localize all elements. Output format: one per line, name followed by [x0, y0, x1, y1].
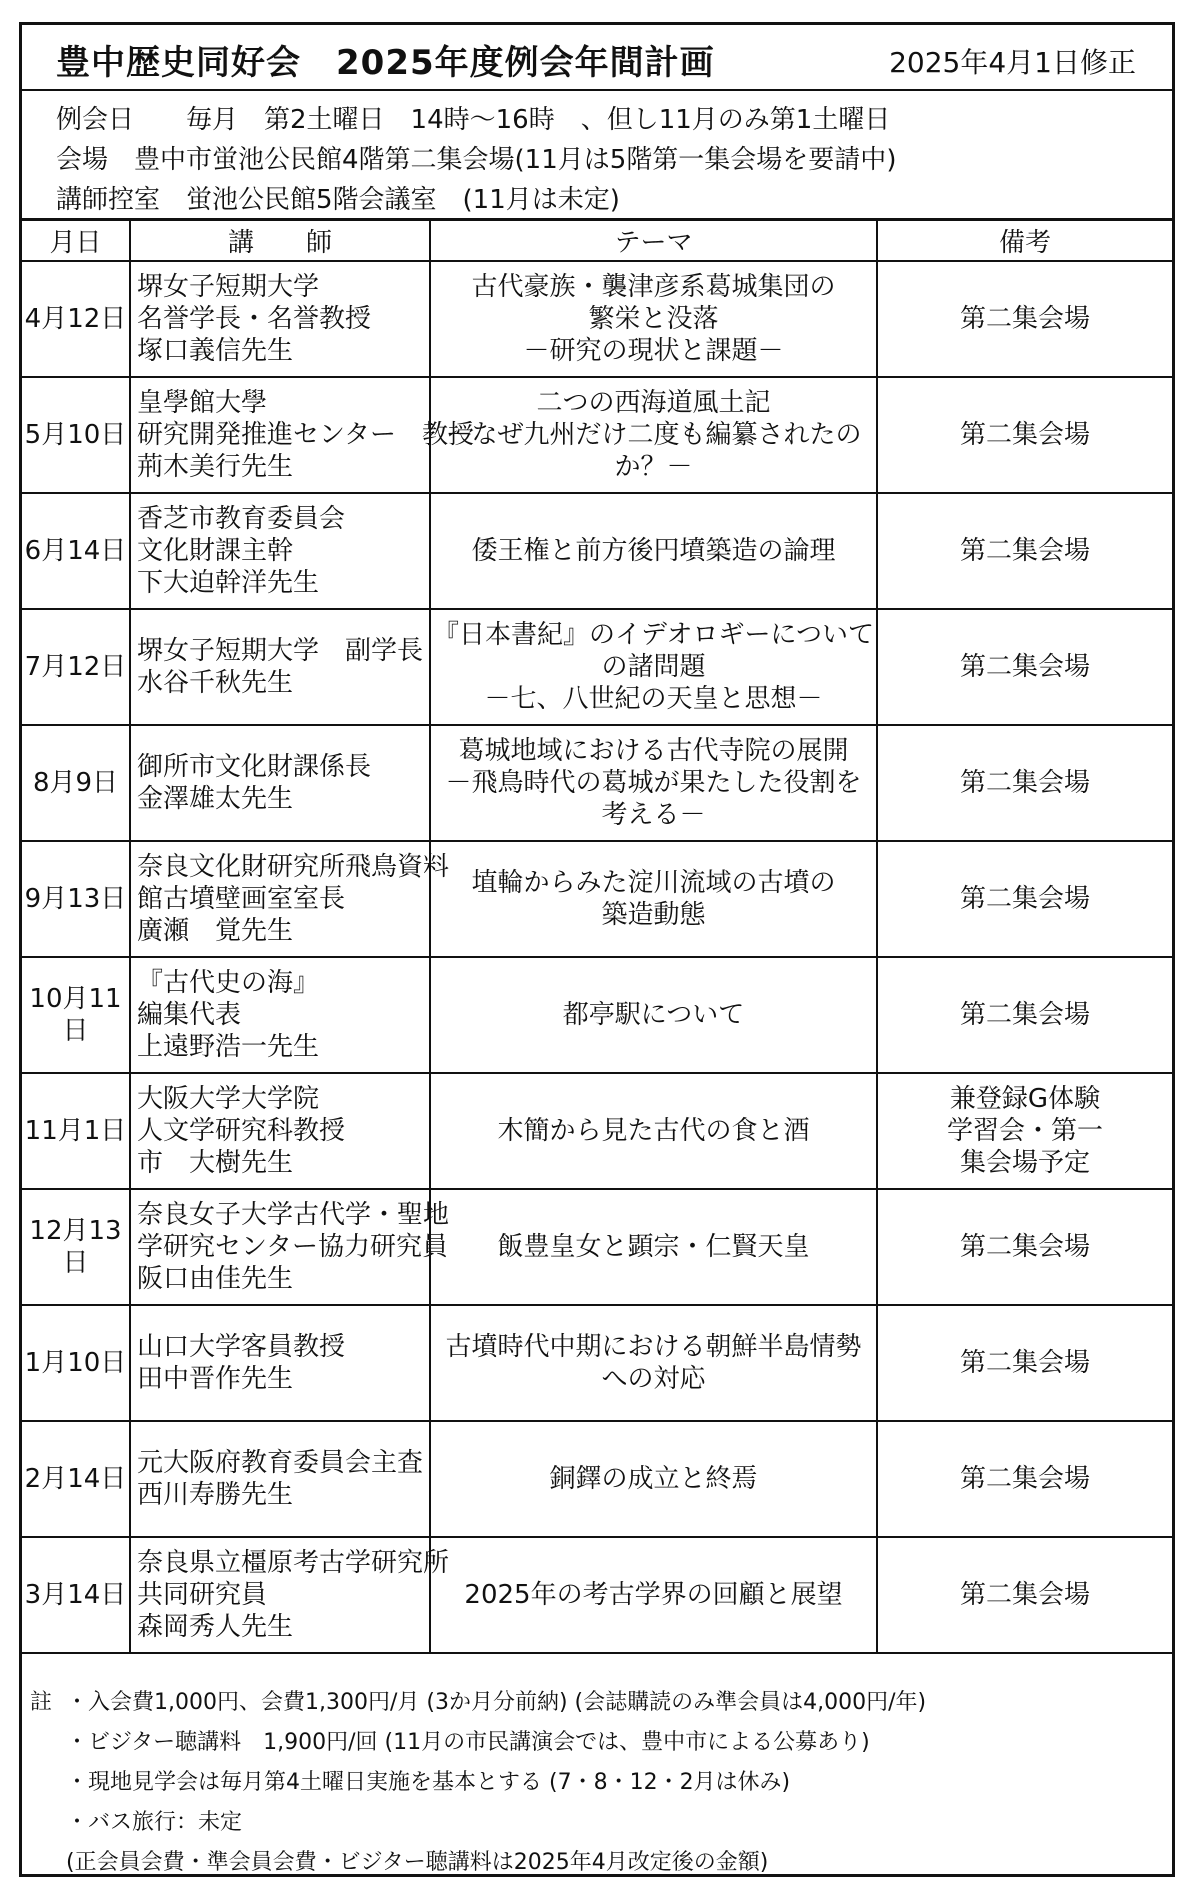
row-lecturer: 御所市文化財課係長 金澤雄太先生	[130, 725, 430, 841]
row-date: 7月12日	[22, 609, 130, 725]
row-date: 6月14日	[22, 493, 130, 609]
table-row	[22, 725, 1172, 841]
row-note: 第二集会場	[877, 377, 1172, 493]
table-row	[22, 261, 1172, 377]
note-field-trip: ・現地見学会は毎月第4土曜日実施を基本とする (7・8・12・2月は休み)	[66, 1770, 791, 1795]
schedule-sheet	[19, 22, 1175, 1877]
table-row	[22, 1537, 1172, 1653]
row-date: 11月1日	[22, 1073, 130, 1189]
row-lecturer: 大阪大学大学院 人文学研究科教授 市 大樹先生	[130, 1073, 430, 1189]
row-date: 9月13日	[22, 841, 130, 957]
row-note: 第二集会場	[877, 1421, 1172, 1537]
row-note: 第二集会場	[877, 957, 1172, 1073]
table-row	[22, 377, 1172, 493]
row-theme: 木簡から見た古代の食と酒	[430, 1073, 877, 1189]
table-row	[22, 957, 1172, 1073]
note-bus-trip: ・バス旅行：未定	[66, 1810, 243, 1835]
table-row	[22, 1305, 1172, 1421]
row-lecturer: 奈良県立橿原考古学研究所 共同研究員 森岡秀人先生	[130, 1537, 430, 1653]
row-theme: 飯豊皇女と顕宗・仁賢天皇	[430, 1189, 877, 1305]
row-date: 5月10日	[22, 377, 130, 493]
row-theme: 都亭駅について	[430, 957, 877, 1073]
row-date: 3月14日	[22, 1537, 130, 1653]
page-title: 豊中歴史同好会 2025年度例会年間計画	[56, 43, 715, 83]
row-theme: 倭王権と前方後円墳築造の論理	[430, 493, 877, 609]
row-note: 第二集会場	[877, 493, 1172, 609]
row-lecturer: 山口大学客員教授 田中晋作先生	[130, 1305, 430, 1421]
row-lecturer: 皇學館大學 研究開発推進センター 教授 荊木美行先生	[130, 377, 430, 493]
row-date: 1月10日	[22, 1305, 130, 1421]
note-membership-fee: ・入会費1,000円、会費1,300円/月 (3か月分前納) (会誌購読のみ準会員は4,000円/年)	[66, 1690, 927, 1715]
table-header-row	[22, 221, 1172, 261]
row-date: 8月9日	[22, 725, 130, 841]
table-row	[22, 1189, 1172, 1305]
table-row	[22, 609, 1172, 725]
row-date: 10月11日	[22, 957, 130, 1073]
meeting-day-line: 例会日 毎月 第2土曜日 14時～16時 、但し11月のみ第1土曜日	[56, 105, 891, 135]
row-note: 兼登録G体験 学習会・第一 集会場予定	[877, 1073, 1172, 1189]
row-lecturer: 香芝市教育委員会 文化財課主幹 下大迫幹洋先生	[130, 493, 430, 609]
row-lecturer: 『古代史の海』 編集代表 上遠野浩一先生	[130, 957, 430, 1073]
row-date: 12月13日	[22, 1189, 130, 1305]
row-theme: 『日本書紀』のイデオロギーについて の諸問題 －七、八世紀の天皇と思想－	[430, 609, 877, 725]
note-visitor-fee: ・ビジター聴講料 1,900円/回 (11月の市民講演会では、豊中市による公募あり)	[66, 1730, 870, 1755]
title-row	[22, 25, 1172, 91]
row-theme: 古代豪族・襲津彦系葛城集団の 繁栄と没落 －研究の現状と課題－	[430, 261, 877, 377]
meeting-info	[22, 91, 1172, 221]
header-lecturer: 講 師	[130, 221, 430, 261]
row-lecturer: 堺女子短期大学 副学長 水谷千秋先生	[130, 609, 430, 725]
table-row	[22, 1073, 1172, 1189]
row-theme: 古墳時代中期における朝鮮半島情勢 への対応	[430, 1305, 877, 1421]
header-theme: テーマ	[430, 221, 877, 261]
notes-prefix: 註	[30, 1690, 53, 1715]
row-note: 第二集会場	[877, 1305, 1172, 1421]
row-note: 第二集会場	[877, 841, 1172, 957]
row-lecturer: 堺女子短期大学 名誉学長・名誉教授 塚口義信先生	[130, 261, 430, 377]
header-note: 備考	[877, 221, 1172, 261]
row-theme: 二つの西海道風土記 －なぜ九州だけ二度も編纂されたの か？－	[430, 377, 877, 493]
row-date: 4月12日	[22, 261, 130, 377]
row-note: 第二集会場	[877, 1189, 1172, 1305]
row-note: 第二集会場	[877, 1537, 1172, 1653]
row-note: 第二集会場	[877, 609, 1172, 725]
row-lecturer: 元大阪府教育委員会主査 西川寿勝先生	[130, 1421, 430, 1537]
revision-date: 2025年4月1日修正	[889, 46, 1136, 79]
row-note: 第二集会場	[877, 261, 1172, 377]
row-lecturer: 奈良文化財研究所飛鳥資料 館古墳壁画室室長 廣瀬 覚先生	[130, 841, 430, 957]
row-note: 第二集会場	[877, 725, 1172, 841]
schedule-table	[22, 221, 1172, 1654]
venue-line: 会場 豊中市蛍池公民館4階第二集会場(11月は5階第一集会場を要請中)	[56, 145, 897, 175]
note-fee-revision: (正会員会費・準会員会費・ビジター聴講料は2025年4月改定後の金額)	[66, 1850, 769, 1875]
header-date: 月日	[22, 221, 130, 261]
row-theme: 銅鐸の成立と終焉	[430, 1421, 877, 1537]
row-lecturer: 奈良女子大学古代学・聖地 学研究センター協力研究員 阪口由佳先生	[130, 1189, 430, 1305]
table-row	[22, 841, 1172, 957]
row-theme: 埴輪からみた淀川流域の古墳の 築造動態	[430, 841, 877, 957]
table-row	[22, 493, 1172, 609]
row-date: 2月14日	[22, 1421, 130, 1537]
lecturer-room-line: 講師控室 蛍池公民館5階会議室 (11月は未定)	[56, 185, 620, 215]
row-theme: 2025年の考古学界の回顧と展望	[430, 1537, 877, 1653]
table-row	[22, 1421, 1172, 1537]
row-theme: 葛城地域における古代寺院の展開 －飛鳥時代の葛城が果たした役割を 考える－	[430, 725, 877, 841]
